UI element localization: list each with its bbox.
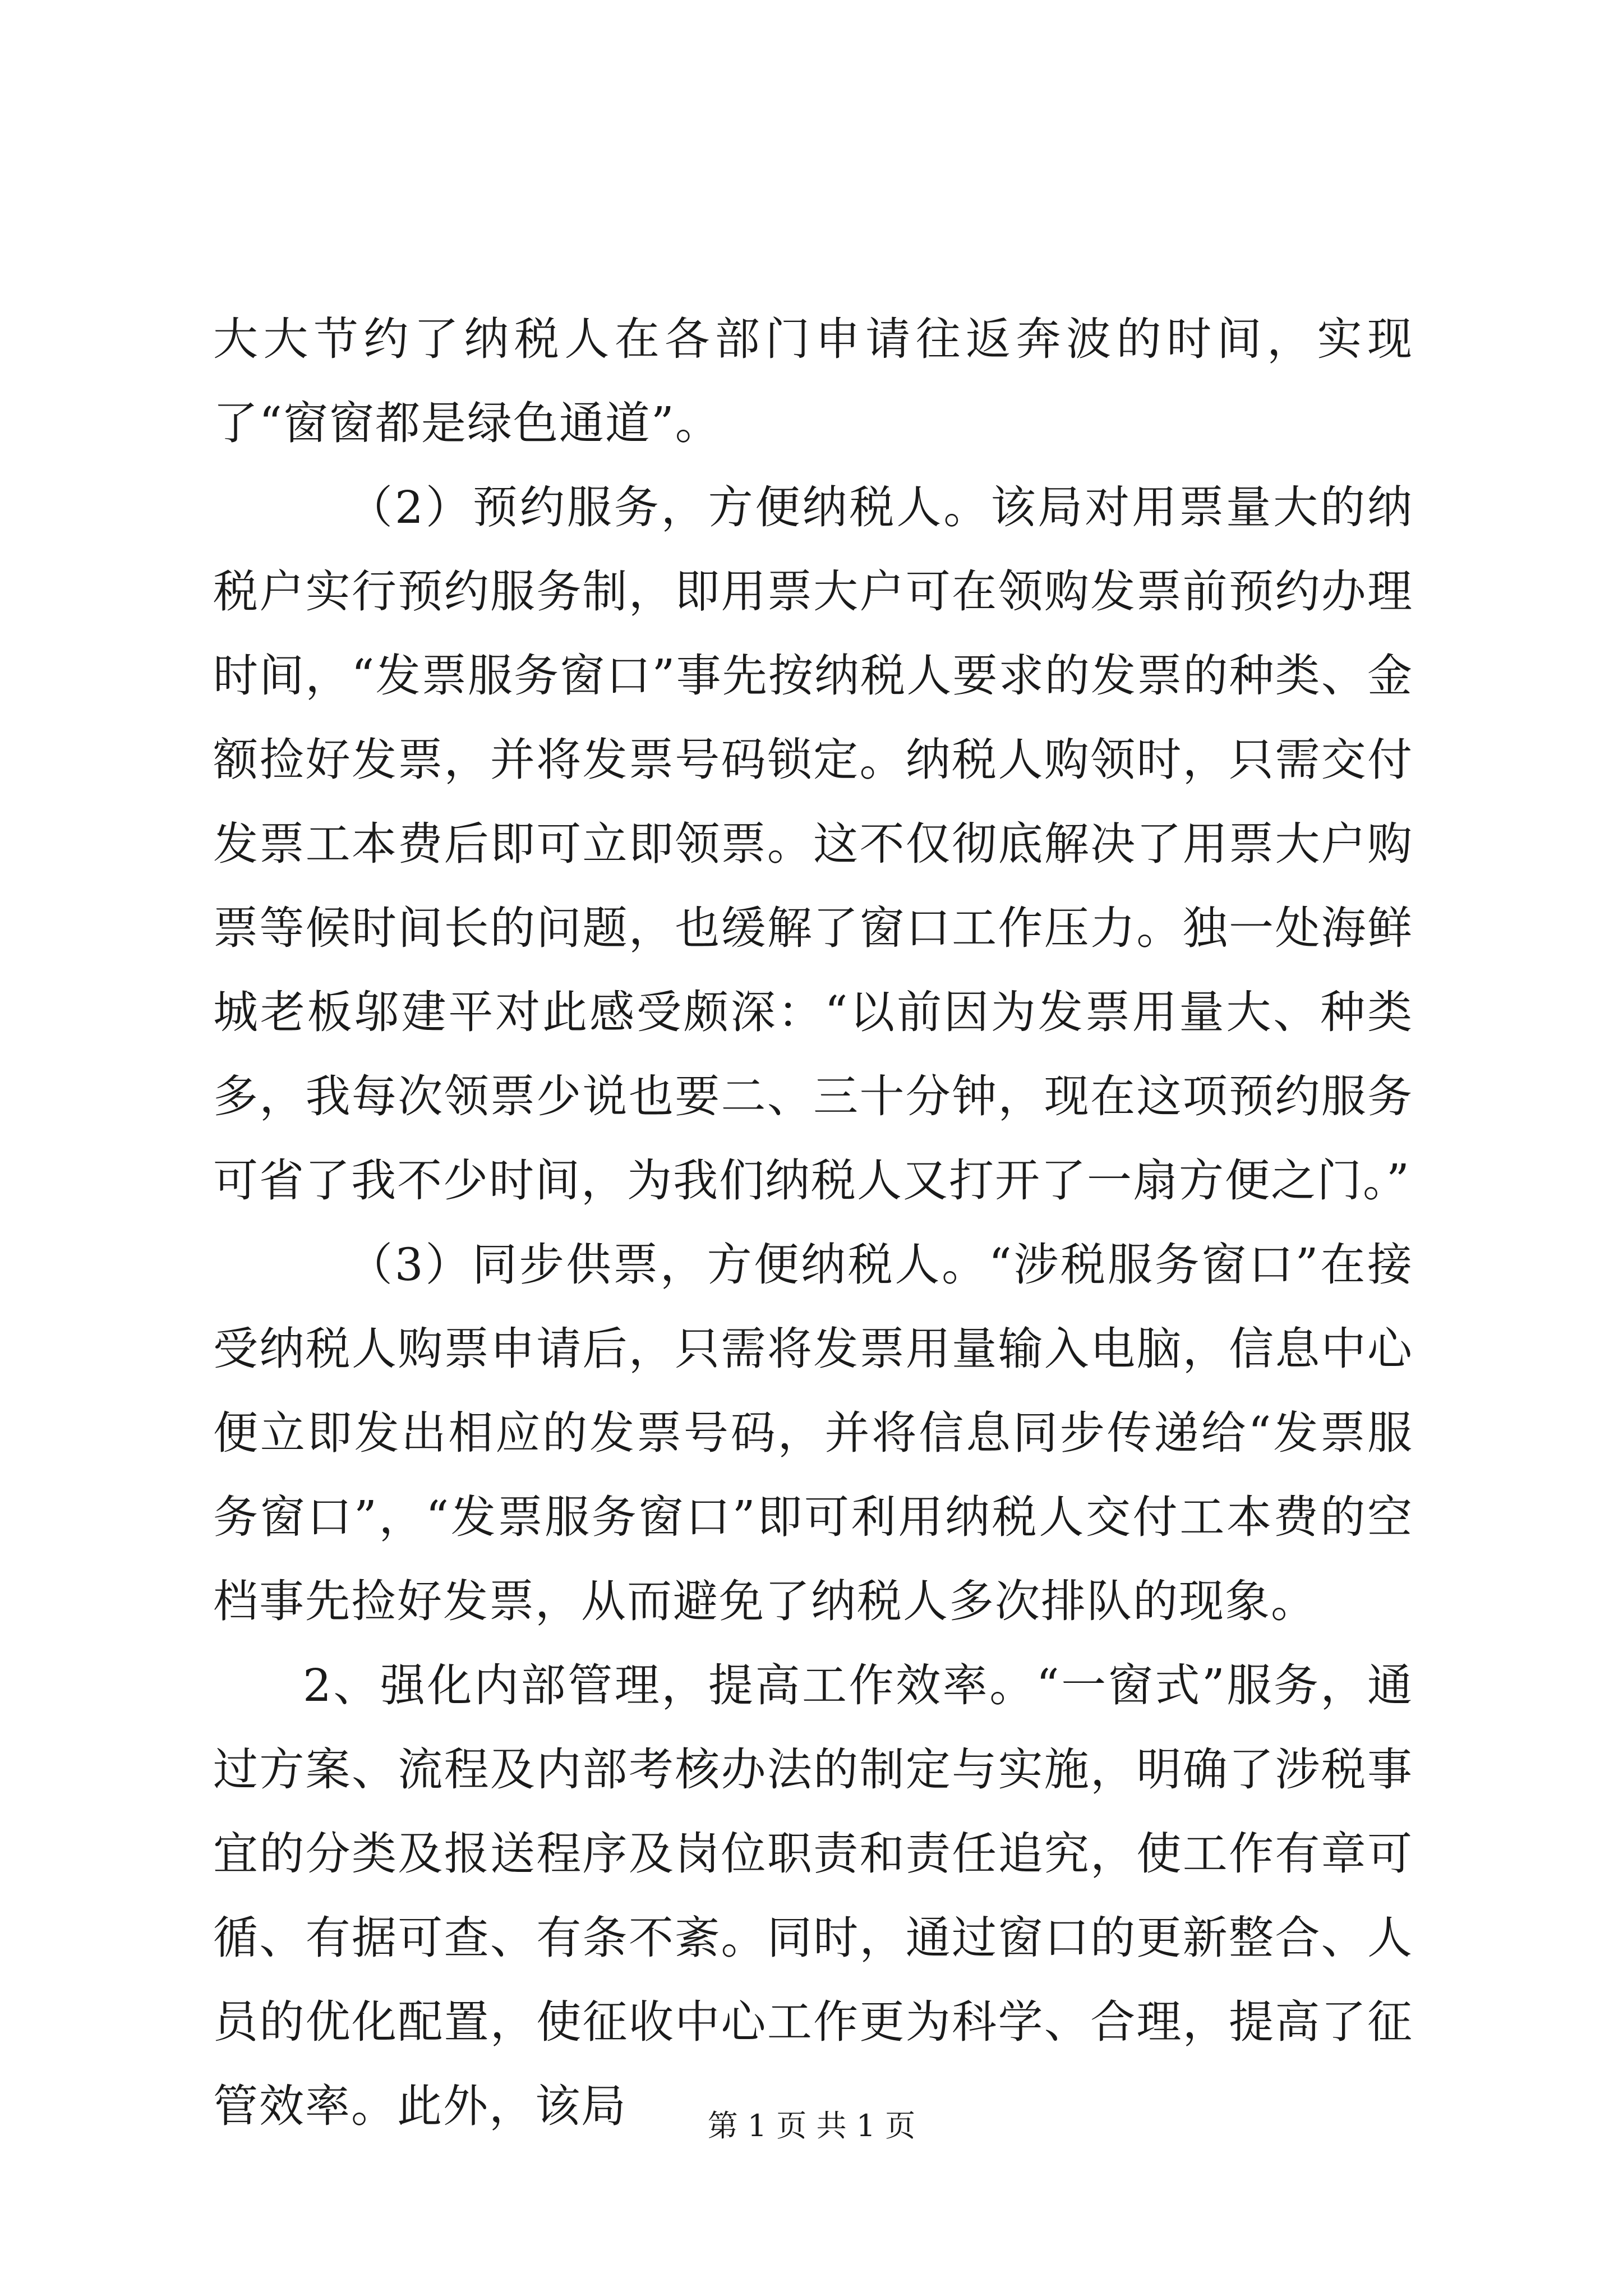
paragraph-synchronous-supply: （3）同步供票，方便纳税人。“涉税服务窗口”在接受纳税人购票申请后，只需将发票用量输入电脑，信息中心便立即发出相应的发票号码，并将信息同步传递给“发票服务窗口”，“发票服务窗口”即可利用纳税人交付工本费的空档事先捡好发票，从而避免了纳税人多次排队的现象。	[213, 1239, 1413, 1627]
document-body	[213, 297, 1413, 2148]
page-footer: 第 1 页 共 1 页	[707, 2108, 916, 2143]
paragraph-continuation: 大大节约了纳税人在各部门申请往返奔波的时间，实现了“窗窗都是绿色通道”。	[213, 313, 1413, 449]
paragraph-internal-management: 2、强化内部管理，提高工作效率。“一窗式”服务，通过方案、流程及内部考核办法的制定与实施，明确了涉税事宜的分类及报送程序及岗位职责和责任追究，使工作有章可循、有据可查、有条不紊。同时，通过窗口的更新整合、人员的优化配置，使征收中心工作更为科学、合理，提高了征管效率。此外，该局	[213, 1659, 1413, 2132]
paragraph-reservation-service: （2）预约服务，方便纳税人。该局对用票量大的纳税户实行预约服务制，即用票大户可在领购发票前预约办理时间，“发票服务窗口”事先按纳税人要求的发票的种类、金额捡好发票，并将发票号码锁定。纳税人购领时，只需交付发票工本费后即可立即领票。这不仅彻底解决了用票大户购票等候时间长的问题，也缓解了窗口工作压力。独一处海鲜城老板邬建平对此感受颇深：“以前因为发票用量大、种类多，我每次领票少说也要二、三十分钟，现在这项预约服务可省了我不少时间，为我们纳税人又打开了一扇方便之门。”	[213, 481, 1413, 1207]
